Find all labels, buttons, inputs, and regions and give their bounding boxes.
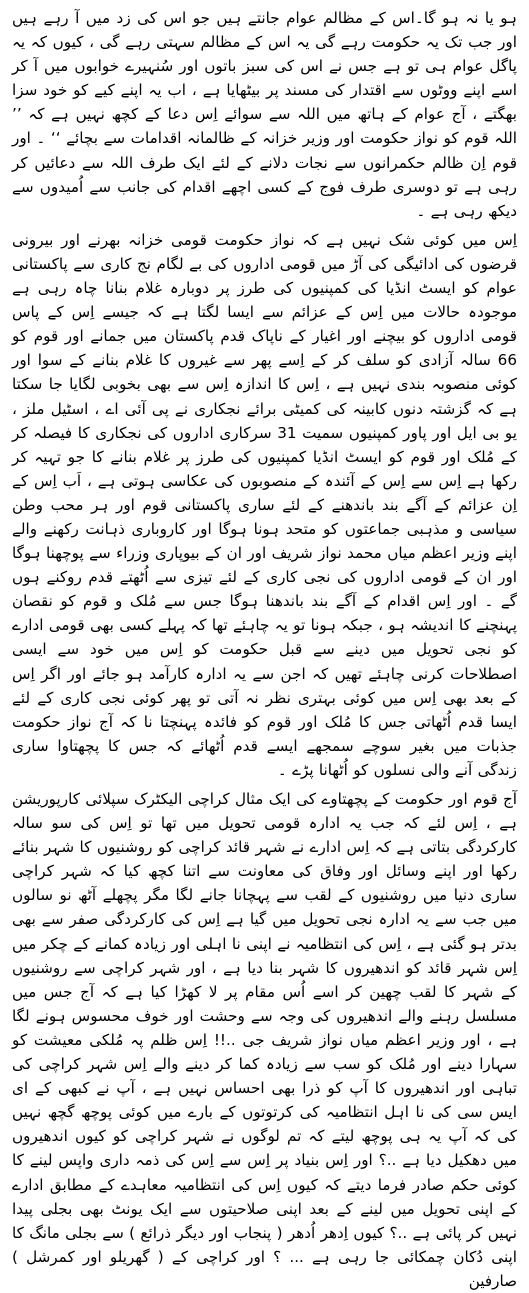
article-paragraph-1: ہو یا نہ ہو گا۔اس کے مظالم عوام جانتے ہیں جو اس کی زد میں آ رہے ہیں اور جب تک یہ حکومت رہے گی یہ اس کے مظالم سہتی رہے گی ، کیوں کہ یہ پاگل عوام ہی تو ہے جس نے اس کی سبز باتوں اور سُنہیرے خوابوں میں آ کر اسے اپنے ووٹوں سے اقتدار کی مسند پر بیٹھایا ہے ، اب یہ اپنے کیے کو خود سزا بھگتے ، آج عوام کے ہاتھ میں اللہ سے سوائے اِس دعا کے کچھ نہیں ہے کہ ’’ اللہ قوم کو نواز حکومت اور وزیر خزانہ کے ظالمانہ اقدامات سے بچائے ‘‘ ۔ اور قوم اِن ظالم حکمرانوں سے نجات دلانے کے لئے ایک طرف اللہ سے دعائیں کر رہی ہے تو دوسری طرف فوج کے کسی اچھے اقدام کی جانب سے اُمیدوں سے دیکھ رہی ہے ۔: [12, 9, 517, 220]
article-paragraph-2: اِس میں کوئی شک نہیں ہے کہ نواز حکومت قومی خزانہ بھرنے اور بیرونی قرضوں کی ادائیگی کی آڑ میں قومی اداروں کی بے لگام نج کاری سے پاکستانی عوام کو ایسٹ انڈیا کی کمپنیوں کی طرز پر دوبارہ غلام بنانا چاہ رہی ہے موجودہ حالات میں اِس کے عزائم سے ایسا لگتا ہے کہ جیسے اِس کے پاس قومی اداروں کو بیچنے اور اغیار کے ناپاک قدم پاکستان میں جمانے اور قوم کو 66 سالہ آزادی کو سلف کر کے اِسے پھر سے غیروں کا غلام بنانے کے سوا اور کوئی منصوبہ بندی نہیں ہے ، اِس کا اندازہ اِس سے بھی بخوبی لگایا جا سکتا ہے کہ گزشتہ دنوں کابینہ کی کمیٹی برائے نجکاری نے پی آئی اے ، اسٹیل ملز ، یو بی ایل اور پاور کمپنیوں سمیت 31 سرکاری اداروں کی نجکاری کا فیصلہ کر کے مُلک اور قوم کو ایسٹ انڈیا کمپنیوں کی طرز پر غلام بنانے کا جو تہیہ کر رکھا ہے اِس سے اِس کے آئندہ کے منصوبوں کی عکاسی ہوتی ہے ، اَب اِس کے اِن عزائم کے آگے بند باندھنے کے لئے ساری پاکستانی قوم اور ہر محب وطن سیاسی و مذہبی جماعتوں کو متحد ہونا ہوگا اور کاروباری ذہانت رکھنے والے اپنے وزیر اعظم میاں محمد نواز شریف اور ان کے بیوپاری وزراء سے پوچھنا ہوگا اور ان کے قومی اداروں کی نجی کاری کے لئے تیزی سے اُٹھتے قدم روکنے ہوں گے ۔ اور اِس اقدام کے آگے بند باندھنا ہوگا جس سے مُلک و قوم کو نقصان پہنچنے کا اندیشہ ہو ، جبکہ ہونا تو یہ چاہئے تھا کہ پہلے کسی بھی قومی ادارے کو نجی تحویل میں دینے سے قبل حکومت کو اِس میں خود سے ایسی اصطلاحات کرنی چاہئے تھیں کہ اجن سے یہ ادارہ کارآمد ہو جائے اور اگر اِس کے بعد بھی اِس میں کوئی بہتری نظر نہ آتی تو پھر کوئی نجی کاری کے لئے ایسا قدم اُٹھاتی جس کا مُلک اور قوم کو فائدہ پہنچتا نا کہ آج نواز حکومت جذبات میں بغیر سوچے سمجھے ایسے قدم اُٹھائے کہ جس کا پچھتاوا ساری زندگی آنے والی نسلوں کو اُٹھانا پڑے ۔: [12, 230, 517, 779]
article-paragraph-3: آج قوم اور حکومت کے پچھتاوے کی ایک مثال کراچی الیکٹرک سپلائی کارپوریشن ہے ، اِس لئے کہ جب یہ ادارہ قومی تحویل میں تھا تو اِس کی سو سالہ کارکردگی بتاتی ہے کہ اِس ادارے نے شہر قائد کراچی کو روشنیوں کا شہر بنائے رکھا اور اپنے وسائل اور وفاق کی معاونت سے اتنا کچھ کیا کہ شہر کراچی ساری دنیا میں روشنیوں کے لقب سے پہچانا جانے لگا مگر پچھلے آٹھ نو سالوں میں جب سے یہ ادارہ نجی تحویل میں گیا ہے اِس کی کارکردگی صفر سے بھی بدتر ہو گئی ہے ، اِس کی انتظامیہ نے اپنی نا اہلی اور زیادہ کمانے کے چکر میں اِس شہر قائد کو اندھیروں کا شہر بنا دیا ہے ، اور شہر کراچی سے روشنیوں کے شہر کا لقب چھین کر اسے اُس مقام پر لا کھڑا کیا ہے کہ آج جس میں مسلسل رہنے والے اندھیروں کی وجہ سے وحشت اور خوف محسوس ہونے لگا ہے ، اور وزیر اعظم میاں نواز شریف جی ..!! اِس ظلم پہ مُلکی معیشت کو سہارا دینے اور مُلک کو سب سے زیادہ کما کر دینے والے اِس شہر کراچی کی تباہی اور اندھیروں کا آپ کو ذرا بھی احساس نہیں ہے ، آپ نے کبھی کے ای ایس سی کی نا اہل انتظامیہ کی کرتوتوں کے بارے میں کوئی پوچھ گچھ نہیں کی کہ آپ یہ ہی پوچھ لیتے کہ تم لوگوں نے شہر کراچی کو کیوں اندھیروں میں دھکیل دیا ہے ..؟ اور اِس بنیاد پر اِس سے اِس کی ذمہ داری واپس لینے کا کوئی حکم صادر فرما دیتے کہ کیوں اِس کی انتظامیہ معاہدے کے مطابق ادارے کے اپنی تحویل میں لینے کے بعد اپنی صلاحیتوں سے ایک یونٹ بھی بجلی پیدا نہیں کر پائی ہے ..؟ کیوں اِدھر اُدھر ( پنجاب اور دیگر ذرائع ) سے بجلی مانگ کا اپنی دُکان چمکائی جا رہی ہے ... ؟ اور کراچی کے ( گھریلو اور کمرشل ) صارفین: [12, 790, 517, 1290]
